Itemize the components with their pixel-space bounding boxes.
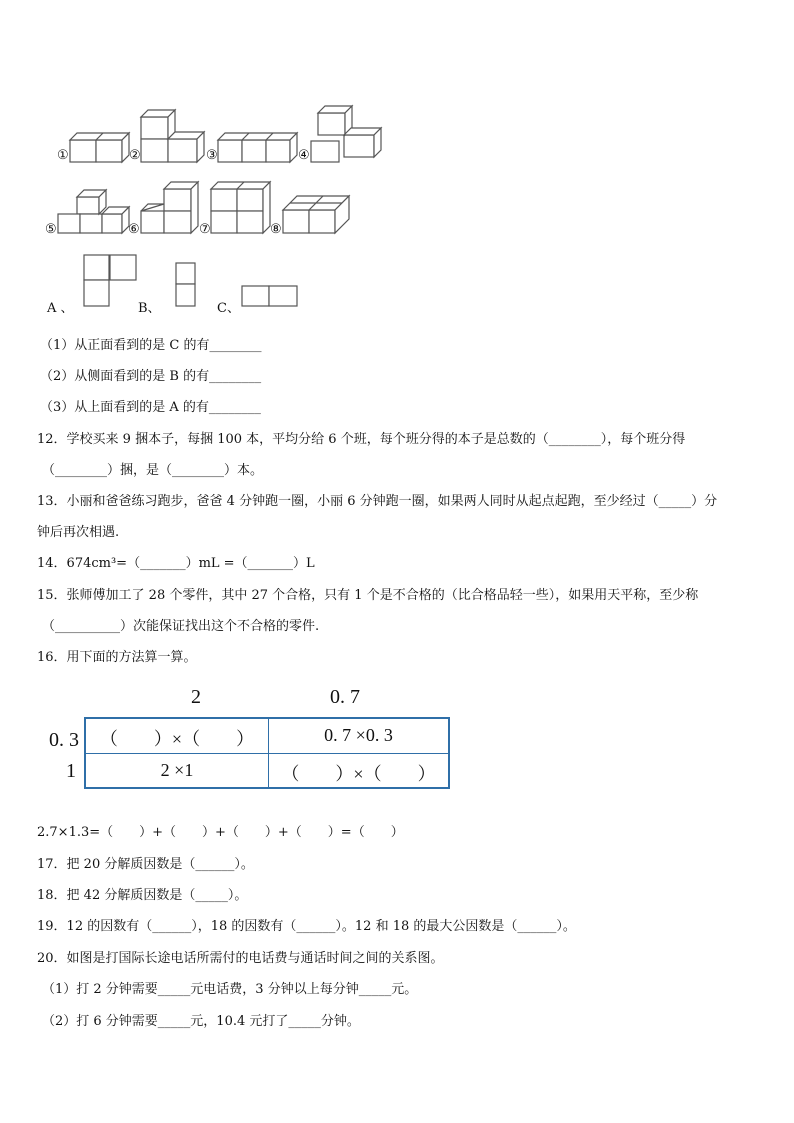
q13-line-2: 钟后再次相遇. — [37, 525, 120, 540]
option-c-label: C、 — [217, 301, 240, 316]
figure-marker-4: ④ — [298, 148, 310, 163]
view-a-squares — [84, 255, 136, 306]
table-cell-2: 0. 7 ×0. 3 — [324, 725, 393, 745]
q15-line-1: 15．张师傅加工了 28 个零件，其中 27 个合格，只有 1 个是不合格的（比合格品轻一些），如果用天平称，至少称 — [37, 588, 699, 603]
q16-col-header-2: 0. 7 — [330, 686, 360, 708]
figure-marker-2: ② — [129, 148, 141, 163]
q11-part-3: （3）从上面看到的是 A 的有________ — [40, 400, 261, 415]
q11-part-2: （2）从侧面看到的是 B 的有________ — [40, 369, 262, 384]
figure-marker-8: ⑧ — [270, 222, 282, 237]
table-cell-4: （ ）×（ ） — [281, 764, 436, 784]
option-a-label: A 、 — [47, 301, 74, 316]
cube-figures — [0, 0, 794, 320]
view-c-squares — [242, 286, 297, 306]
figure-8-cubes — [283, 196, 349, 233]
table-divider-horizontal — [86, 753, 448, 754]
figure-5-cubes — [58, 190, 129, 233]
q19-text: 19．12 的因数有（______），18 的因数有（______）。12 和 18 的最大公因数是（______）。 — [37, 919, 576, 934]
q16-formula: 2.7×1.3=（ ）+（ ）+（ ）+（ ）=（ ） — [37, 825, 404, 840]
figure-6-cubes — [141, 182, 198, 233]
q12-line-2: （________）捆，是（________）本。 — [42, 463, 264, 478]
q16-title: 16．用下面的方法算一算。 — [37, 650, 197, 665]
figure-3-cubes — [218, 133, 297, 162]
figure-marker-1: ① — [57, 148, 69, 163]
q12-line-1: 12．学校买来 9 捆本子，每捆 100 本，平均分给 6 个班，每个班分得的本子是总数的（________），每个班分得 — [37, 432, 686, 447]
q20-part-2: （2）打 6 分钟需要_____元，10.4 元打了_____分钟。 — [42, 1014, 360, 1029]
figure-2-cubes — [141, 110, 204, 162]
option-b-label: B、 — [138, 301, 161, 316]
view-b-squares — [176, 263, 195, 306]
q11-part-1: （1）从正面看到的是 C 的有________ — [40, 338, 262, 353]
figure-7-cubes — [211, 182, 270, 233]
figure-4-cubes — [311, 106, 381, 162]
figure-marker-3: ③ — [206, 148, 218, 163]
q17-text: 17．把 20 分解质因数是（______）。 — [37, 857, 254, 872]
q14-text: 14．674cm³=（_______）mL =（_______）L — [37, 556, 315, 571]
q20-title: 20．如图是打国际长途电话所需付的电话费与通话时间之间的关系图。 — [37, 951, 444, 966]
q16-row-header-2: 1 — [66, 760, 76, 782]
q18-text: 18．把 42 分解质因数是（_____）。 — [37, 888, 248, 903]
table-cell-3: 2 ×1 — [160, 760, 194, 780]
q16-row-header-1: 0. 3 — [49, 729, 79, 751]
q20-part-1: （1）打 2 分钟需要_____元电话费，3 分钟以上每分钟_____元。 — [42, 982, 418, 997]
q16-multiplication-table — [84, 717, 450, 789]
figure-1-cubes — [70, 133, 129, 162]
q13-line-1: 13．小丽和爸爸练习跑步，爸爸 4 分钟跑一圈，小丽 6 分钟跑一圈，如果两人同时从起点起跑，至少经过（_____）分 — [37, 494, 718, 509]
q15-line-2: （__________）次能保证找出这个不合格的零件. — [42, 619, 320, 634]
figure-marker-6: ⑥ — [128, 222, 140, 237]
q16-col-header-1: 2 — [191, 686, 201, 708]
figure-marker-5: ⑤ — [45, 222, 57, 237]
table-cell-1: （ ）×（ ） — [99, 729, 255, 749]
figure-marker-7: ⑦ — [199, 222, 211, 237]
